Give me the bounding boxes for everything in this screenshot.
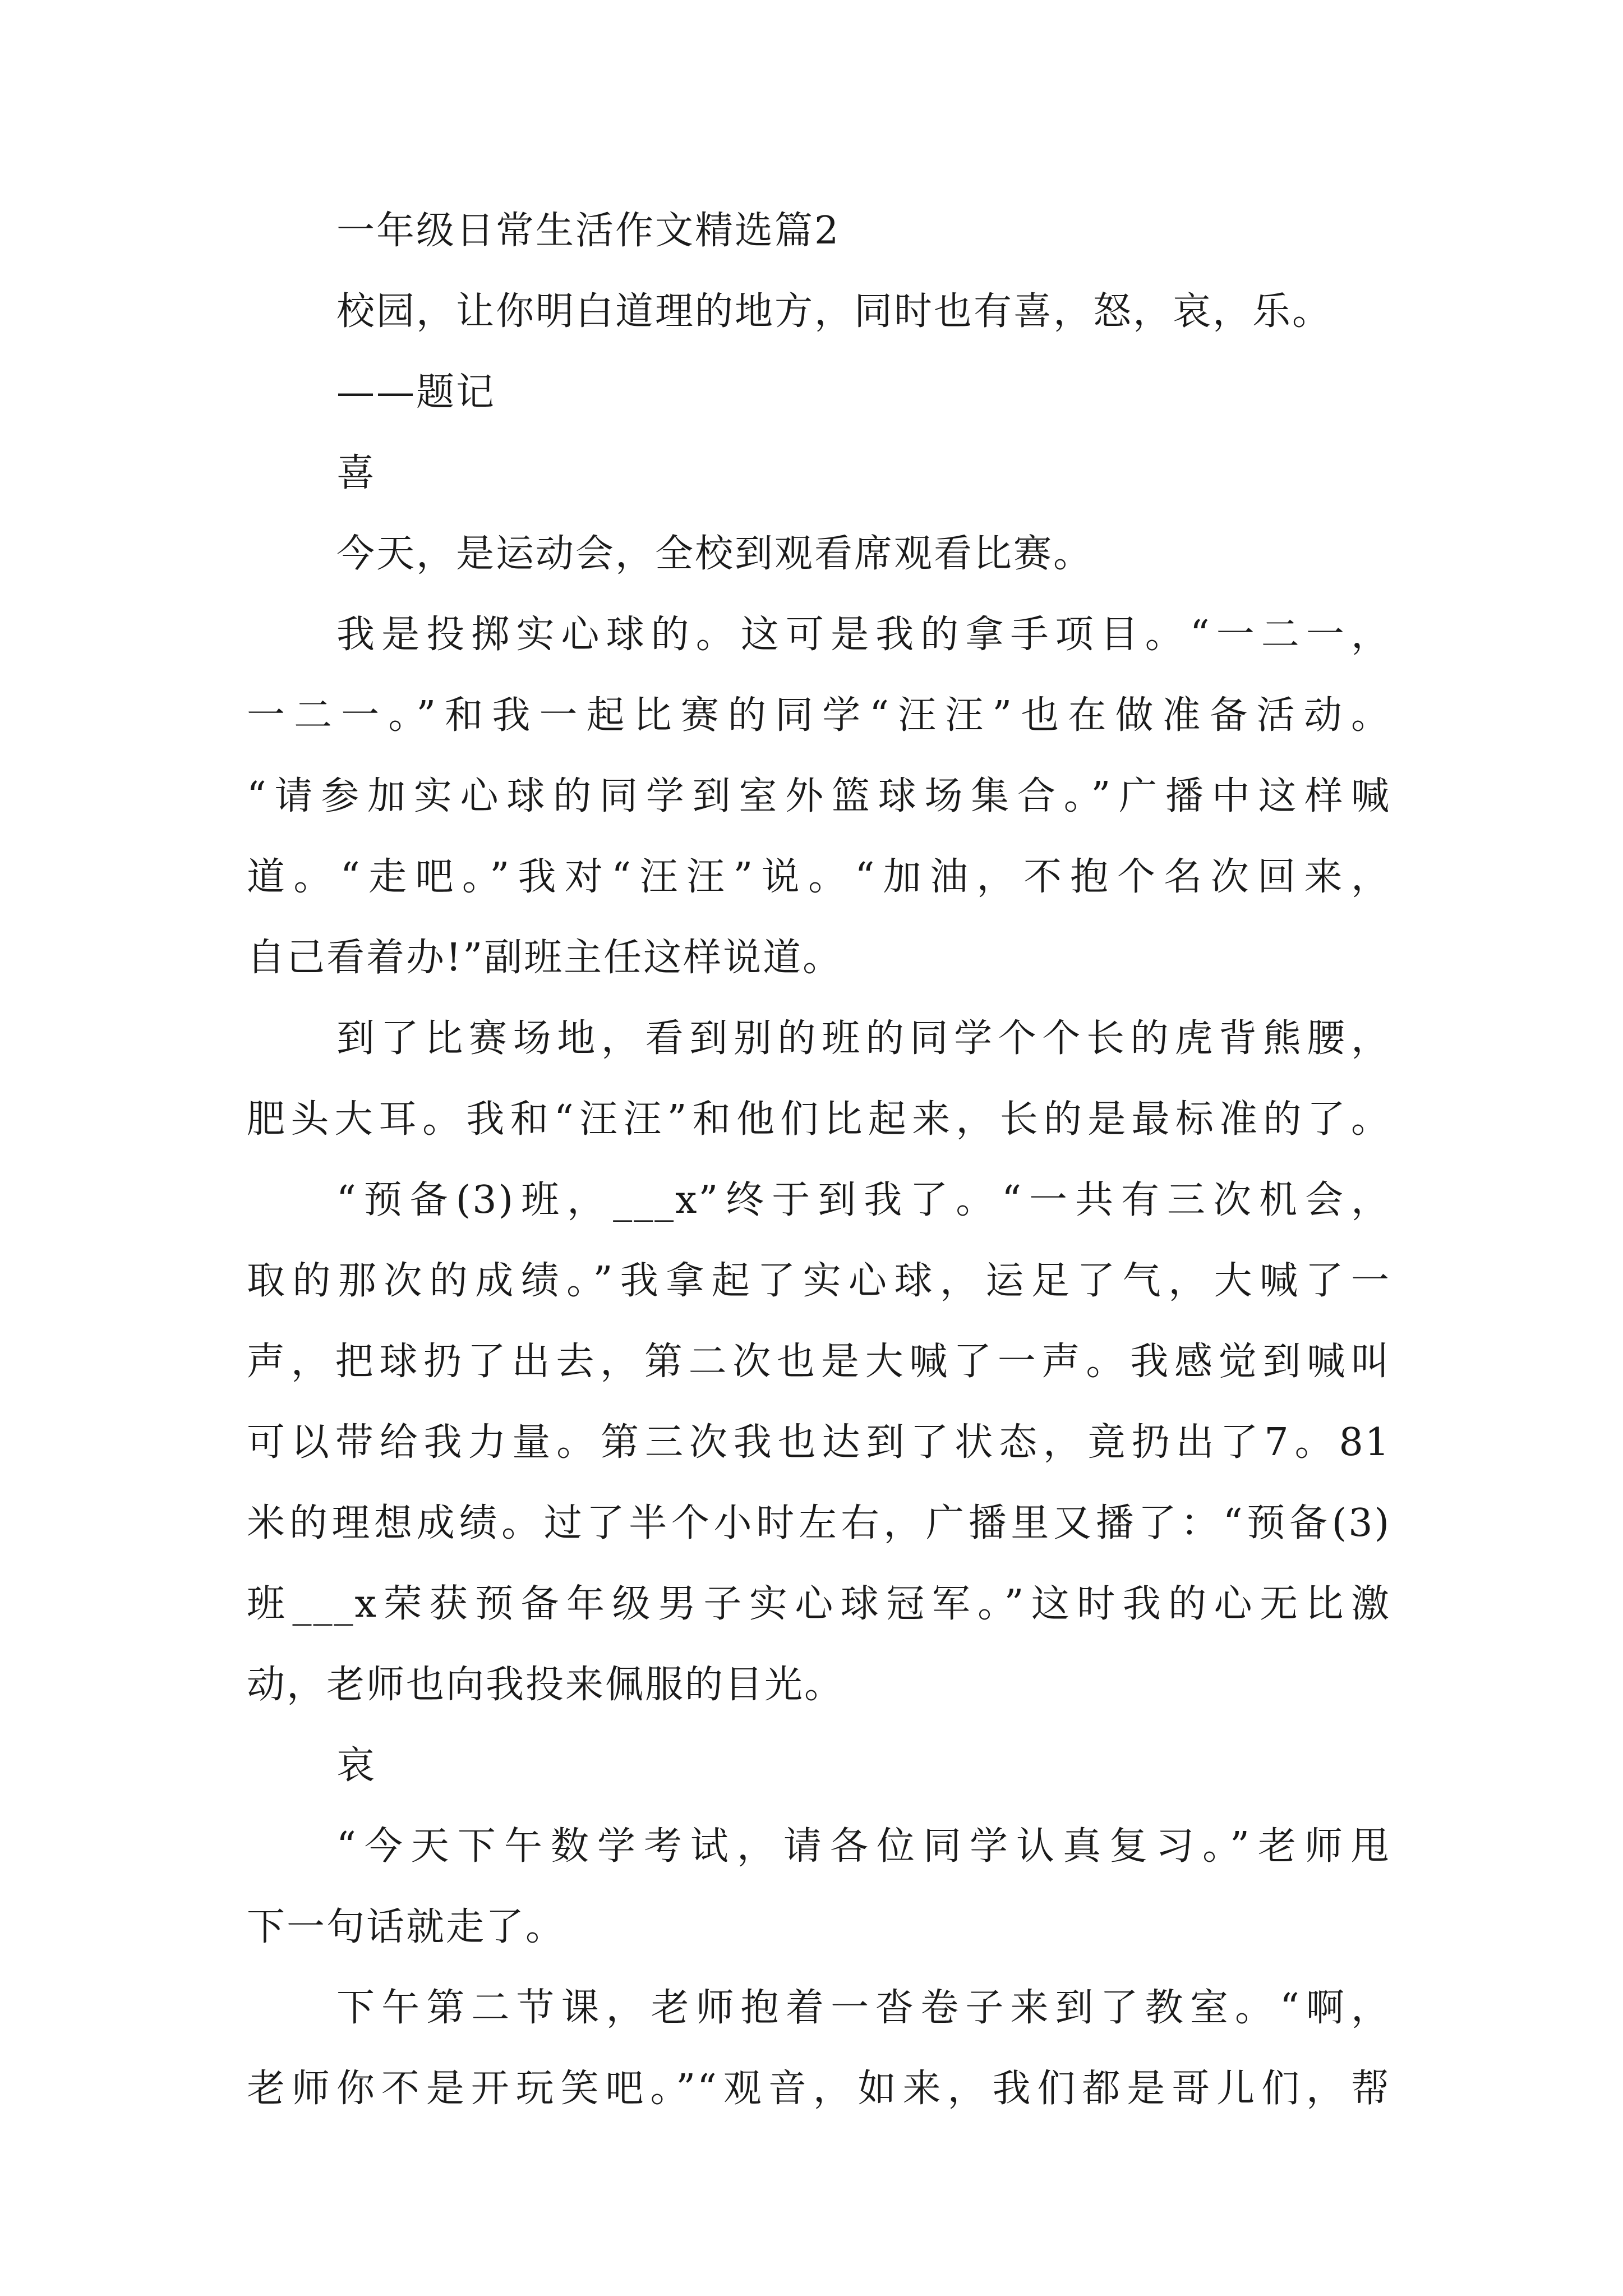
paragraph-line: 道。“走吧。”我对“汪汪”说。“加油，不抱个名次回来， [247,855,1391,899]
paragraph-line: 今天，是运动会，全校到观看席观看比赛。 [336,532,1094,576]
essay-title: 一年级日常生活作文精选篇2 [336,209,841,253]
paragraph-line: 肥头大耳。我和“汪汪”和他们比起来，长的是最标准的了。 [247,1097,1391,1142]
paragraph-line: 自己看着办!”副班主任这样说道。 [247,936,843,980]
epigraph-attribution: ——题记 [336,370,496,415]
paragraph-line: 到了比赛场地，看到别的班的同学个个长的虎背熊腰， [336,1016,1391,1061]
paragraph-line: 取的那次的成绩。”我拿起了实心球，运足了气，大喊了一 [247,1259,1391,1303]
paragraph-line: 班___x荣获预备年级男子实心球冠军。”这时我的心无比激 [247,1582,1391,1626]
section-heading-joy: 喜 [336,451,377,495]
paragraph-line: “预备(3)班，___x”终于到我了。“一共有三次机会， [336,1178,1391,1222]
paragraph-line: 动，老师也向我投来佩服的目光。 [247,1663,845,1707]
paragraph-line: 下一句话就走了。 [247,1905,566,1949]
paragraph-line: 一二一。”和我一起比赛的同学“汪汪”也在做准备活动。 [247,693,1391,738]
epigraph-line: 校园，让你明白道理的地方，同时也有喜，怒，哀，乐。 [336,289,1332,334]
paragraph-line: “请参加实心球的同学到室外篮球场集合。”广播中这样喊 [247,774,1391,818]
paragraph-line: 我是投掷实心球的。这可是我的拿手项目。“一二一， [336,613,1391,657]
paragraph-line: 下午第二节课，老师抱着一沓卷子来到了教室。“啊， [336,1986,1391,2030]
paragraph-line: 米的理想成绩。过了半个小时左右，广播里又播了：“预备(3) [247,1501,1391,1545]
section-heading-sorrow: 哀 [336,1743,377,1788]
paragraph-line: “今天下午数学考试，请各位同学认真复习。”老师甩 [336,1824,1391,1869]
document-body [247,191,1391,2129]
paragraph-line: 可以带给我力量。第三次我也达到了状态，竟扔出了7。81 [247,1420,1391,1465]
paragraph-line: 声，把球扔了出去，第二次也是大喊了一声。我感觉到喊叫 [247,1340,1391,1384]
paragraph-line: 老师你不是开玩笑吧。”“观音，如来，我们都是哥儿们，帮 [247,2067,1391,2111]
